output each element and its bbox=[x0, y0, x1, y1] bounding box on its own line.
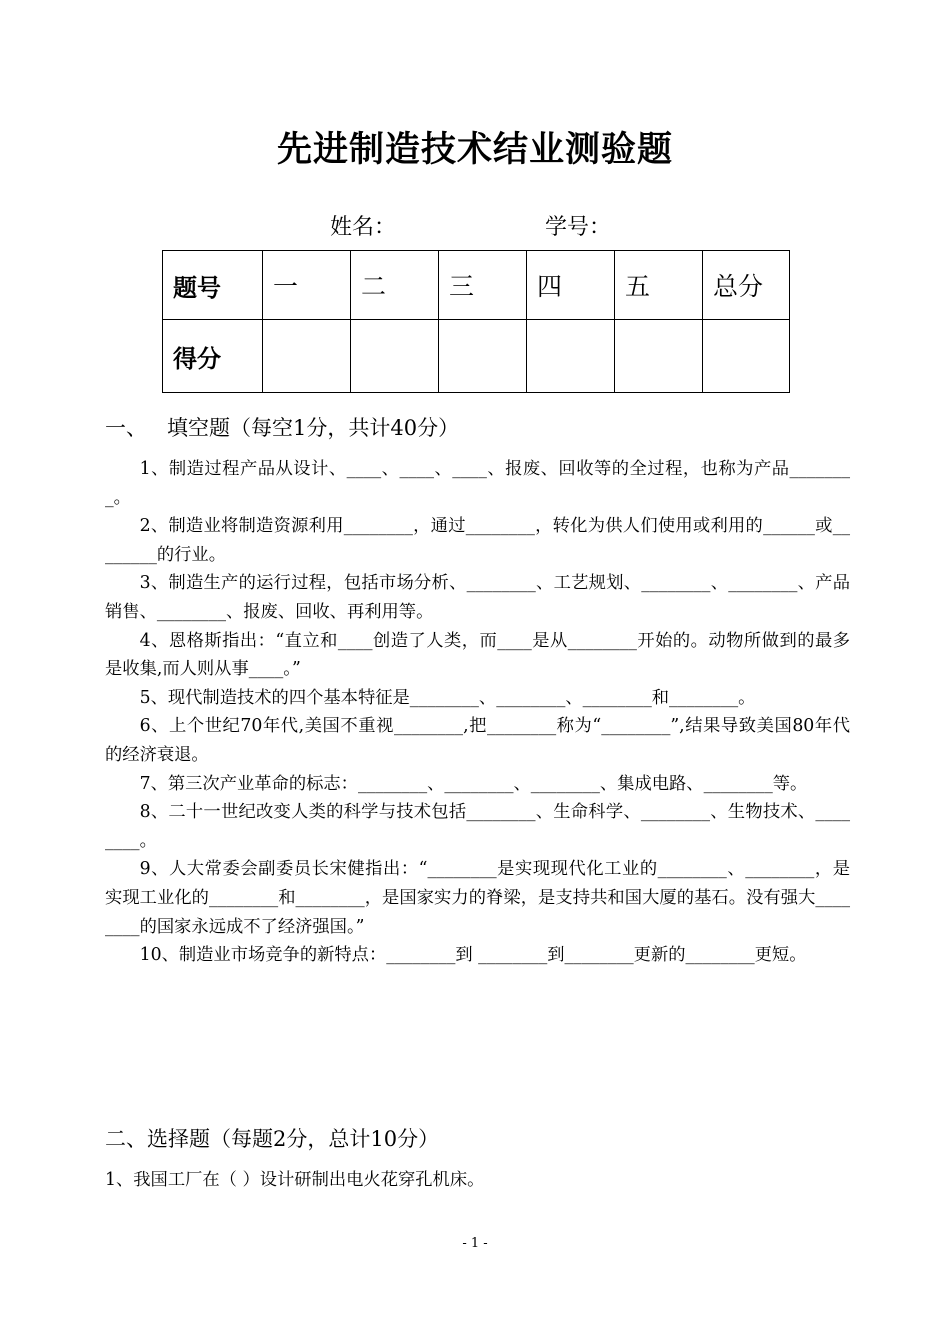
question-10: 10、制造业市场竞争的新特点：________到 ________到________更新的________更短。 bbox=[139, 945, 807, 966]
score-table-header-row bbox=[163, 251, 790, 320]
question-4: 4、恩格斯指出：“直立和____创造了人类，而____是从________开始的。动物所做到的最多是收集,而人则从事____。” bbox=[105, 630, 850, 680]
score-cell-total[interactable] bbox=[703, 320, 790, 393]
fill-in-blank-questions bbox=[105, 455, 850, 970]
section-1-title: 填空题（每空1分，共计40分） bbox=[167, 416, 460, 440]
name-field-label: 姓名： bbox=[330, 215, 397, 240]
column-header-total: 总分 bbox=[703, 251, 790, 320]
score-cell-4[interactable] bbox=[527, 320, 615, 393]
section-1-number: 一、 bbox=[105, 416, 147, 440]
question-5: 5、现代制造技术的四个基本特征是________、________、________和________。 bbox=[139, 687, 756, 708]
question-2: 2、制造业将制造资源利用________，通过________，转化为供人们使用或利用的______或________的行业。 bbox=[105, 516, 850, 565]
question-3: 3、制造生产的运行过程，包括市场分析、________、工艺规划、________、________、产品销售、________、报废、回收、再利用等。 bbox=[105, 573, 850, 622]
score-table-score-row bbox=[163, 320, 790, 393]
question-number-header: 题号 bbox=[163, 251, 263, 320]
question-1: 1、制造过程产品从设计、____、____、____、报废、回收等的全过程，也称为产品________。 bbox=[105, 459, 850, 508]
column-header-1: 一 bbox=[263, 251, 351, 320]
column-header-3: 三 bbox=[439, 251, 527, 320]
student-id-field-label: 学号： bbox=[545, 215, 612, 240]
question-8: 8、二十一世纪改变人类的科学与技术包括________、生命科学、________、生物技术、________。 bbox=[105, 802, 850, 851]
section-1-heading bbox=[105, 412, 459, 442]
page-number: - 1 - bbox=[462, 1236, 488, 1251]
score-row-label: 得分 bbox=[163, 320, 263, 393]
score-cell-2[interactable] bbox=[351, 320, 439, 393]
document-title: 先进制造技术结业测验题 bbox=[276, 130, 673, 170]
question-7: 7、第三次产业革命的标志：________、________、________、集成电路、________等。 bbox=[139, 773, 808, 794]
score-cell-3[interactable] bbox=[439, 320, 527, 393]
score-table bbox=[162, 250, 790, 393]
question-6: 6、上个世纪70年代,美国不重视________,把________称为“________”,结果导致美国80年代的经济衰退。 bbox=[105, 716, 850, 765]
score-cell-1[interactable] bbox=[263, 320, 351, 393]
column-header-5: 五 bbox=[615, 251, 703, 320]
column-header-2: 二 bbox=[351, 251, 439, 320]
score-cell-5[interactable] bbox=[615, 320, 703, 393]
question-9: 9、人大常委会副委员长宋健指出：“________是实现现代化工业的________、________，是实现工业化的________和________，是国家实力的脊梁，是支持共和国大厦的基石。没有强大________的国家永远成不了经济强国。” bbox=[105, 859, 850, 937]
section-2-heading: 二、选择题（每题2分，总计10分） bbox=[105, 1127, 440, 1151]
choice-question-1: 1、我国工厂在（ ）设计研制出电火花穿孔机床。 bbox=[105, 1170, 485, 1190]
column-header-4: 四 bbox=[527, 251, 615, 320]
